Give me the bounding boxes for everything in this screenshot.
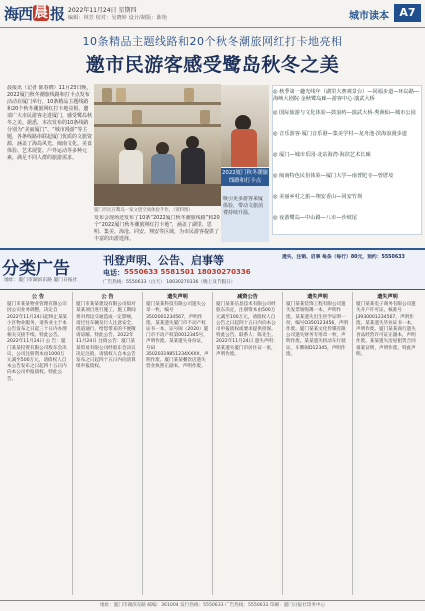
notice-body: 厦门某某电子商务有限公司遗失开户许可证，核准号J3930001234567，声明作废。某某遗失毕业证书一本，声明作废。厦门某某商行遗失食品经营许可证正副本，声明作废。某某遗失房屋租赁合同备案证明，声明作废。特此声明。 <box>356 302 416 357</box>
classified-price-info: 遗失、注销、启事 每条（每行）80元，预约：5550633 <box>282 255 405 260</box>
notice-title: 减资公告 <box>237 294 258 300</box>
notice-title: 遗失声明 <box>307 294 328 300</box>
route-item <box>273 110 421 117</box>
route-item <box>273 131 421 138</box>
notice-column <box>283 292 353 595</box>
notice-body: 厦门某某装饰工程有限公司遗失发票领购簿一本，声明作废。某某遗失出生医学证明一份，编号O350123456，声明作废。厦门某某文化传媒有限公司遗失财务专用章一枚，声明作废。某某遗失机动车行驶证，车牌闽D12345，声明作废。 <box>286 302 349 357</box>
route-item <box>273 89 421 103</box>
route-text: ◎ 夜游鹭岛—中山路—八市—沙坡尾 <box>273 215 357 221</box>
notice-column <box>73 292 143 595</box>
classified-label: 分类广告 <box>2 259 70 279</box>
phone-numbers: 5550633 5581501 18030270336 <box>124 268 251 276</box>
notice-column <box>4 292 73 595</box>
route-banner: 2022厦门秋冬潮旅线路和打卡点 <box>221 170 269 184</box>
notice-body: 厦门市某某物业管理有限公司因公司业务调整，决定自2022年11月24日起终止某某小区物业服务，请各业主于本公告发布之日起三十日内办理相关交接手续。特此公告。2022年11月24日 公 告：厦门某某投资有限公司股东会决议，公司注册资本由1000万元减至500万元，请债权人自本公告发布之日起四十五日内向本公司申报债权。特此公告。 <box>7 302 68 382</box>
notice-body: 厦门某某科技有限公司遗失公章一枚，编号3502001234567，声明作废。某某遗失厦门市不动产权证书一本，证号闽（2020）厦门市不动产权第0012345号，声明作废。某某遗失身份证，号码35020319851234XXXX，声明作废。厦门某某餐饮店遗失营业执照正副本，声明作废。 <box>146 302 209 370</box>
article-column-2: 发布会现场还发布了10条“2022厦门秋冬潮旅线路”和20个“2022厦门秋冬潮旅网红打卡地”，涵盖了湖里、思明、集美、海沧、同安、翔安等区域，为市民游客提供了丰富的出游选择。 <box>94 215 220 242</box>
route-text: ◎ 闽南特色民俗体验—厦门大学—南普陀寺—曾厝垵 <box>273 173 394 179</box>
dateline: 2022年11月24日 星期四 <box>68 7 137 14</box>
newspaper-logo <box>4 3 66 23</box>
logo-text-c: 报 <box>50 4 65 23</box>
route-item <box>273 152 421 159</box>
classified-address: 地址：厦门市湖滨东路 厦门日报社 <box>4 278 78 283</box>
editor-line: 编辑：林芳 校对：吴晓婷 设计/制版：陈艳 <box>68 15 168 21</box>
notice-column <box>143 292 213 595</box>
notice-column <box>353 292 422 595</box>
notice-title: 遗失声明 <box>167 294 188 300</box>
logo-text-b: 晨 <box>34 5 49 21</box>
route-item <box>273 194 421 201</box>
feature-photo <box>94 84 221 206</box>
subheadline: 10条精品主题线路和20个秋冬潮旅网红打卡地亮相 <box>82 35 343 48</box>
route-text: ◎ 厦门—城市乐园·北站海湾·海滨艺术长廊 <box>273 152 371 158</box>
notice-column <box>213 292 283 595</box>
route-text: ◎ 音乐游客·厦门音乐港—集美学村—龙舟池·滨海浪漫步道 <box>273 131 407 137</box>
notice-title: 公 告 <box>101 294 114 300</box>
route-text: ◎ 美丽乡村之旅—翔安香山—同安竹坝 <box>273 194 363 200</box>
masthead <box>0 0 425 28</box>
secondary-photo <box>221 85 269 167</box>
route-item <box>273 173 421 180</box>
route-list-box <box>272 85 422 235</box>
logo-text-a: 海西 <box>4 4 33 23</box>
page-footer: 地址：厦门市湖滨东路 邮编：361004 发行热线：5550633 广告热线：5550633 印刷：厦门日报社印务中心 <box>0 600 425 611</box>
headline: 邀市民游客感受鹭岛秋冬之美 <box>85 54 340 76</box>
section-title: 城市读本 <box>349 11 389 22</box>
photo-caption: 厦门市民在鹭岛一家文创空间体验手作。（资料图） <box>94 208 193 213</box>
route-text: ◎ 秋季第一趣光线年（湖里大赛观景台）—同福步道—环岛路—海峡大剧院·金秋鹭岛廊—游客中心·演武大桥 <box>273 89 420 102</box>
notice-title: 公 告 <box>31 294 45 300</box>
route-text: ◎ 国际旅游与文化体验—鼓浪屿—演武大桥·秀洲仙—城市公园 <box>273 110 416 116</box>
page-number: A7 <box>394 4 421 22</box>
route-item <box>273 215 421 222</box>
notice-body: 厦门某某信息技术有限公司经股东决定，注册资本由500万元减至100万元，请债权人自公告之日起四十五日内向本公司申报债权或要求提供担保。特此公告。联系人：陈先生。2022年11月24日 遗失声明：某某遗失厦门市居住证一张，声明作废。 <box>216 302 278 357</box>
article-column-3: 吸引更多游客来厦体验，带动文旅消费持续升温。 <box>223 196 264 216</box>
article-column-1: 晨报讯（记者 陈春晓）11月23日晚，2022厦门秋冬潮旅线路和打卡点发布活动在厦门举行，10条精品主题线路和20个秋冬潮旅网红打卡地亮相，邀请广大市民游客走进厦门，感受鹭岛秋冬之美。据悉，本次发布的10条线路分别为“美丽厦门”、“城市漫游”等主题，各条线路串联起厦门优质的文旅资源，涵盖了海岛风光、闽南文化、美食体验、艺术展览、户外运动等多种元素，满足不同人群的旅游需求。 <box>7 85 92 161</box>
classified-title: 刊登声明、公告、启事等 <box>103 254 224 267</box>
phone-label: 电话： <box>103 269 124 277</box>
notice-title: 遗失声明 <box>377 294 398 300</box>
notice-body: 厦门市某某建设有限公司拟对某某项目进行施工，施工期间将对周边交通造成一定影响，请过往车辆及行人注意安全，绕道通行，给您带来的不便敬请谅解。特此公告。2022年11月24日 注销公告：厦门某某贸易有限公司经股东会决议决定注销，请债权人自本公告发布之日起四十五日内向清算组申报债权。 <box>76 302 136 370</box>
classified-note: 广告热线：5550633（白天） 18030270336（晚上及节假日） <box>103 280 236 285</box>
